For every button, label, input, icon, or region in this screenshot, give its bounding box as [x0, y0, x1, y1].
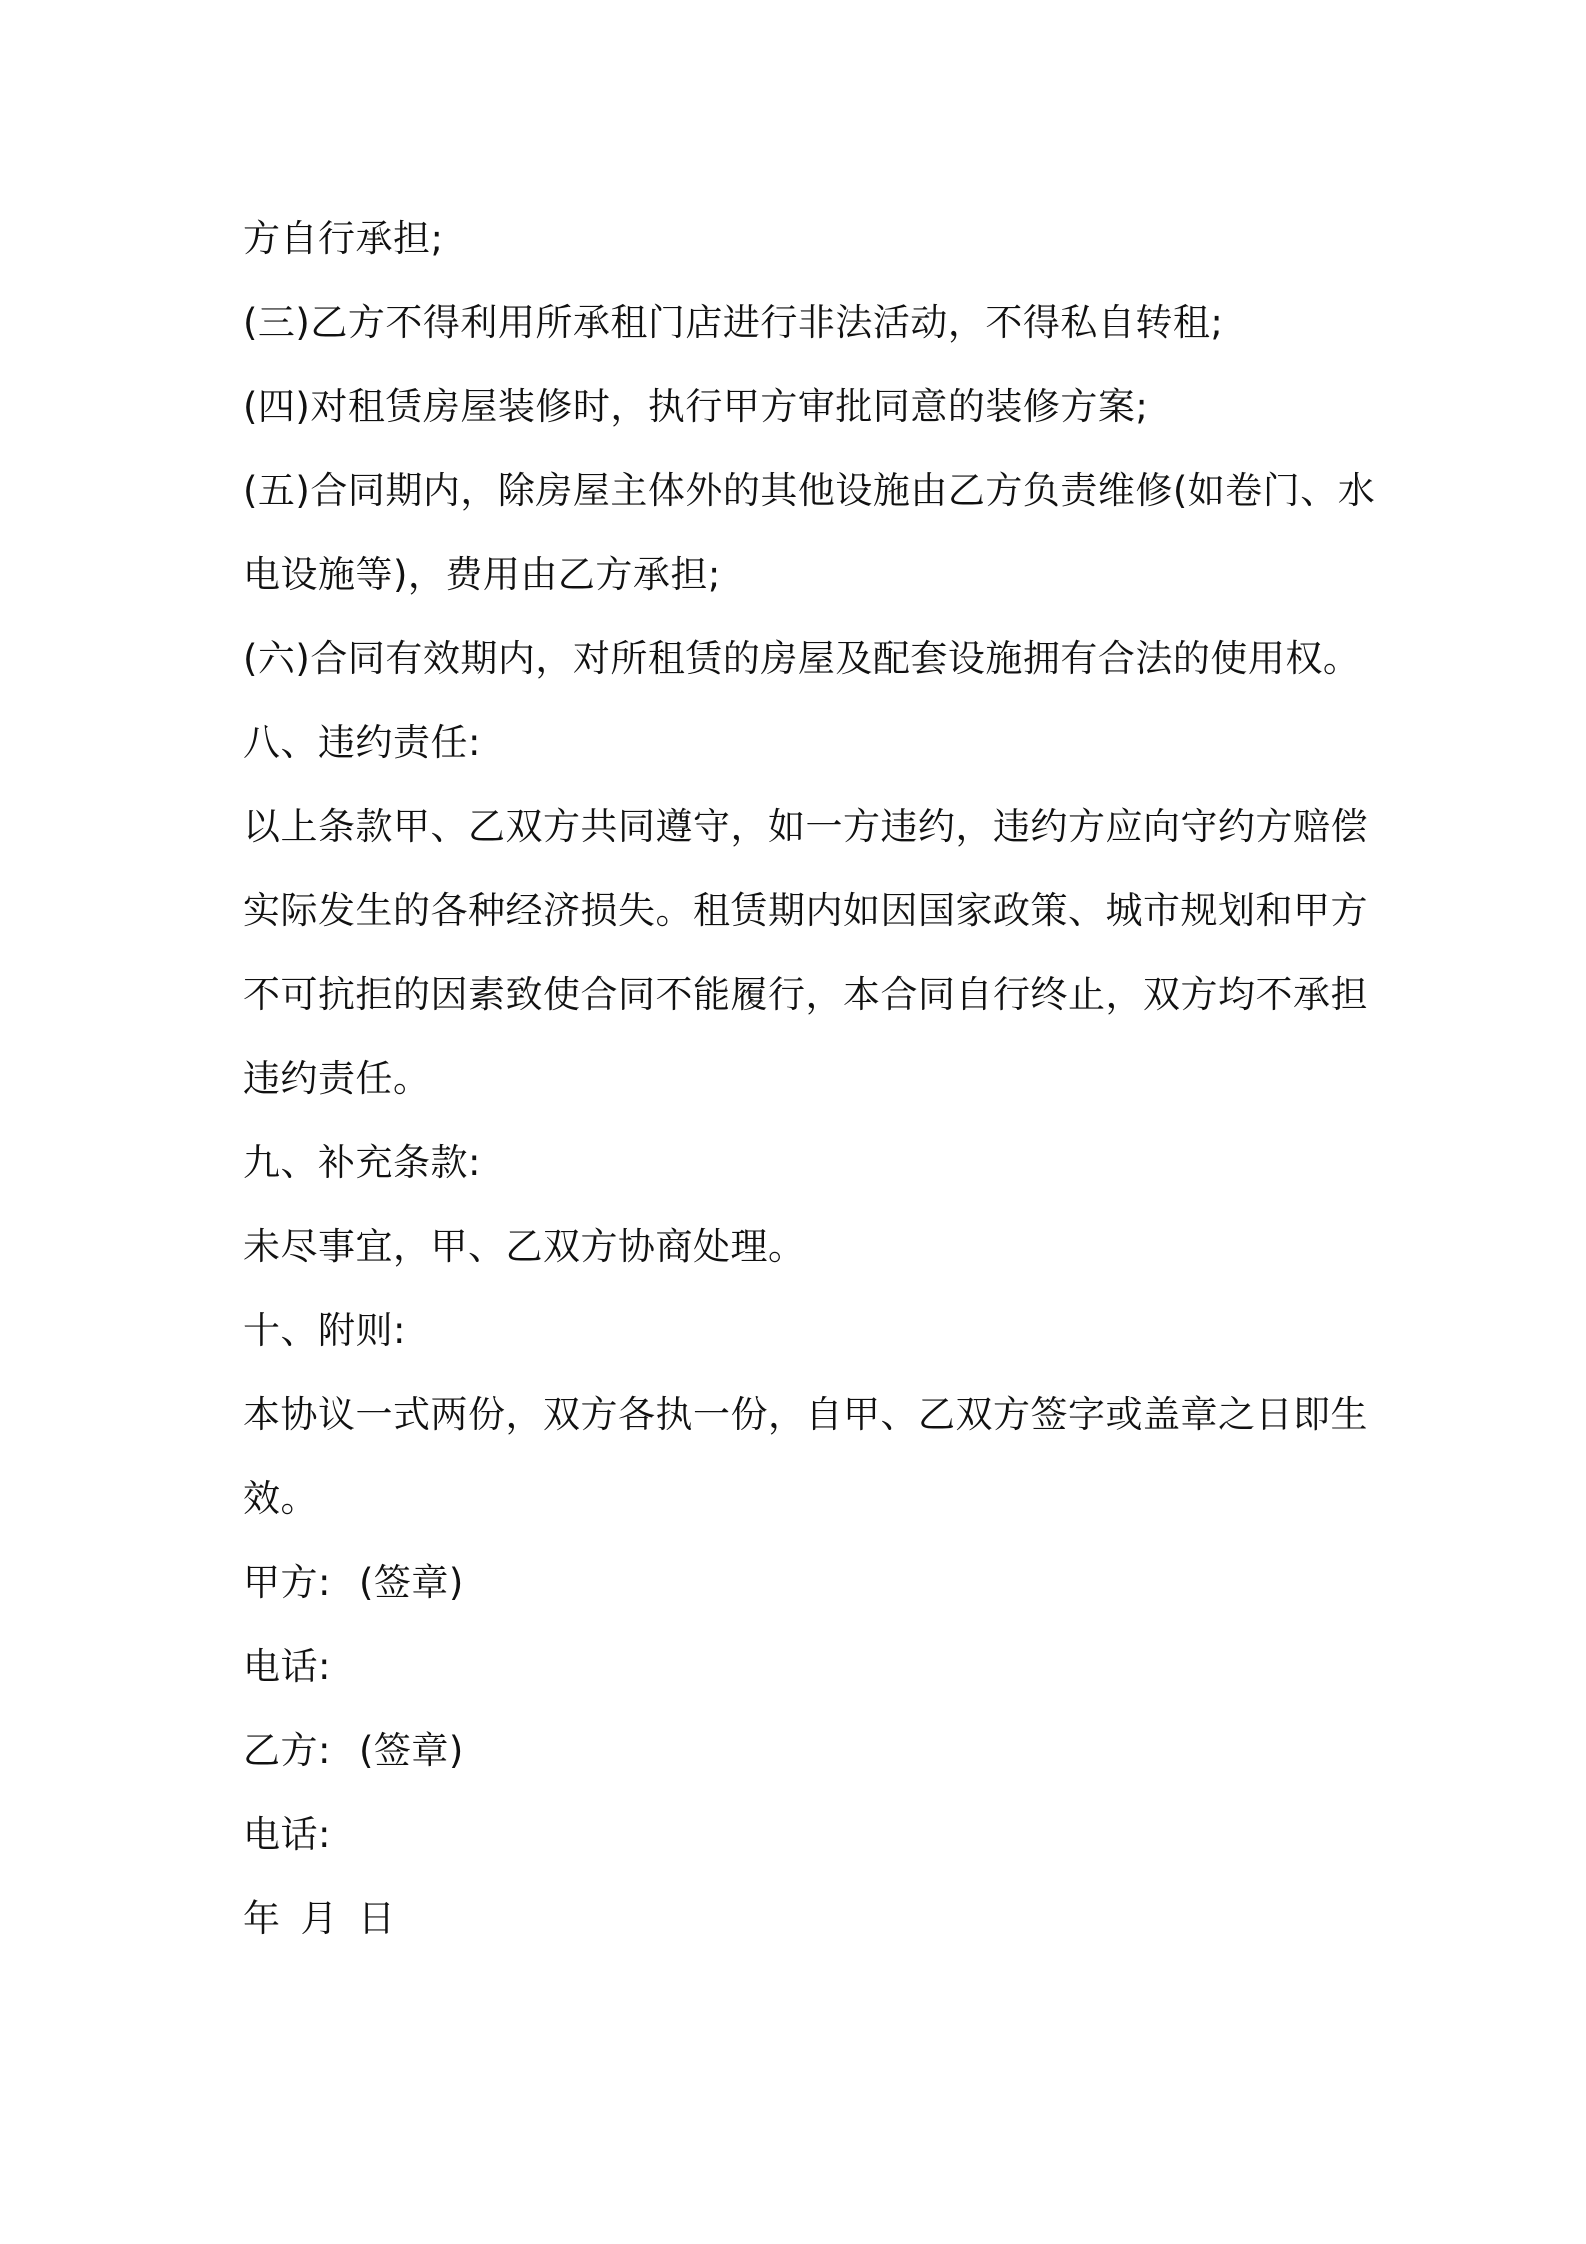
text-line: 方自行承担;: [243, 217, 444, 260]
document-body: [243, 197, 1376, 1961]
section-eight-text: 不可抗拒的因素致使合同不能履行，本合同自行终止，双方均不承担: [243, 973, 1368, 1016]
party-a-signature-line: [243, 1541, 1363, 1625]
party-a-seal: (签章): [358, 1561, 464, 1604]
party-b-seal: (签章): [358, 1729, 464, 1772]
phone-a-line: [243, 1625, 1363, 1709]
section-ten-heading: 十、附则:: [243, 1309, 406, 1352]
date-day: 日: [358, 1897, 396, 1940]
party-a-label: 甲方:: [243, 1561, 331, 1604]
date-month: 月: [300, 1897, 338, 1940]
clause-six: (六)合同有效期内，对所租赁的房屋及配套设施拥有合法的使用权。: [243, 637, 1361, 680]
section-ten-text: 本协议一式两份，双方各执一份，自甲、乙双方签字或盖章之日即生: [243, 1393, 1368, 1436]
date-year: 年: [243, 1897, 281, 1940]
phone-a-label: 电话:: [243, 1645, 331, 1688]
section-eight-text: 违约责任。: [243, 1057, 431, 1100]
clause-four: (四)对租赁房屋装修时，执行甲方审批同意的装修方案;: [243, 385, 1149, 428]
phone-b-label: 电话:: [243, 1813, 331, 1856]
party-b-label: 乙方:: [243, 1729, 331, 1772]
clause-five-continued: 电设施等)，费用由乙方承担;: [243, 553, 721, 596]
clause-three: (三)乙方不得利用所承租门店进行非法活动，不得私自转租;: [243, 301, 1224, 344]
date-line: [243, 1877, 1363, 1961]
section-ten-text: 效。: [243, 1477, 318, 1520]
section-eight-text: 实际发生的各种经济损失。租赁期内如因国家政策、城市规划和甲方: [243, 889, 1368, 932]
section-nine-heading: 九、补充条款:: [243, 1141, 481, 1184]
phone-b-line: [243, 1793, 1363, 1877]
clause-five: (五)合同期内，除房屋主体外的其他设施由乙方负责维修(如卷门、水: [243, 469, 1376, 512]
party-b-signature-line: [243, 1709, 1363, 1793]
section-eight-text: 以上条款甲、乙双方共同遵守，如一方违约，违约方应向守约方赔偿: [243, 805, 1368, 848]
section-eight-heading: 八、违约责任:: [243, 721, 481, 764]
section-nine-text: 未尽事宜，甲、乙双方协商处理。: [243, 1225, 806, 1268]
